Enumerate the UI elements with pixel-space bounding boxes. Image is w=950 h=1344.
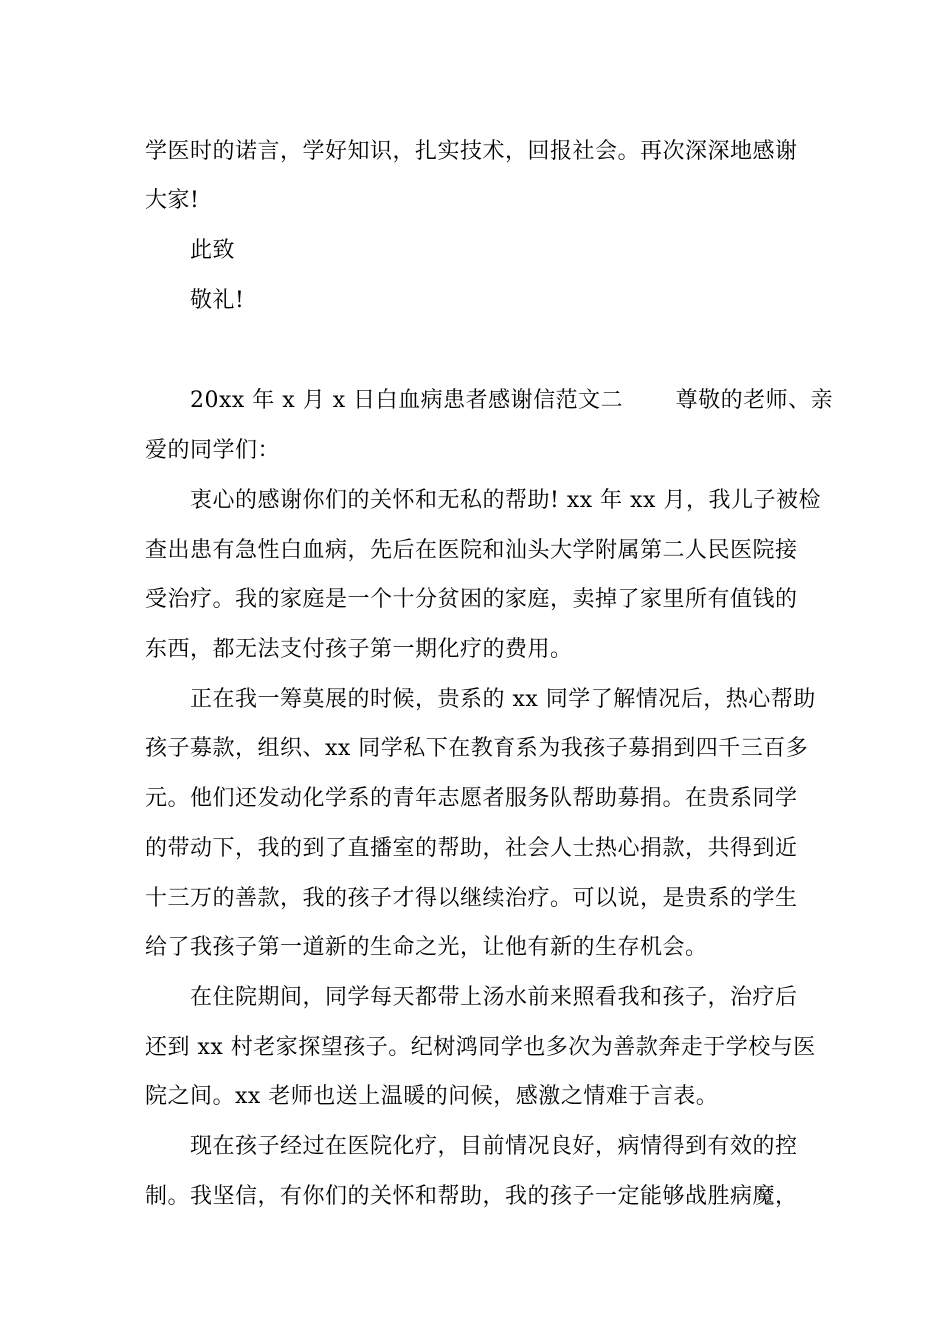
paragraph-first-line: 现在孩子经过在医院化疗，目前情况良好，病情得到有效的控	[190, 1134, 798, 1159]
text-line: 十三万的善款，我的孩子才得以继续治疗。可以说，是贵系的学生	[145, 886, 798, 911]
section-heading: 20xx 年 x 月 x 日白血病患者感谢信范文二 尊敬的老师、亲	[190, 388, 834, 413]
paragraph-first-line: 正在我一筹莫展的时候，贵系的 xx 同学了解情况后，热心帮助	[190, 687, 816, 712]
text-line: 学医时的诺言，学好知识，扎实技术，回报社会。再次深深地感谢	[145, 139, 798, 164]
text-line: 爱的同学们：	[145, 438, 281, 463]
text-line: 孩子募款，组织、xx 同学私下在教育系为我孩子募捐到四千三百多	[145, 736, 809, 761]
text-line: 东西，都无法支付孩子第一期化疗的费用。	[145, 637, 573, 662]
text-line: 院之间。xx 老师也送上温暖的问候，感激之情难于言表。	[145, 1084, 719, 1109]
text-line: 大家!	[145, 188, 200, 213]
text-line: 查出患有急性白血病，先后在医院和汕头大学附属第二人民医院接	[145, 538, 798, 563]
closing-line: 此致	[190, 238, 236, 263]
paragraph-first-line: 在住院期间，同学每天都带上汤水前来照看我和孩子，治疗后	[190, 985, 798, 1010]
text-line: 给了我孩子第一道新的生命之光，让他有新的生存机会。	[145, 935, 708, 960]
text-line: 元。他们还发动化学系的青年志愿者服务队帮助募捐。在贵系同学	[145, 786, 798, 811]
text-line: 还到 xx 村老家探望孩子。纪树鸿同学也多次为善款奔走于学校与医	[145, 1035, 816, 1060]
text-line: 制。我坚信，有你们的关怀和帮助，我的孩子一定能够战胜病魔，	[145, 1184, 798, 1209]
paragraph-first-line: 衷心的感谢你们的关怀和无私的帮助! xx 年 xx 月，我儿子被检	[190, 488, 821, 513]
salutation-line: 敬礼!	[190, 288, 245, 313]
text-line: 受治疗。我的家庭是一个十分贫困的家庭，卖掉了家里所有值钱的	[145, 587, 798, 612]
text-line: 的带动下，我的到了直播室的帮助，社会人士热心捐款，共得到近	[145, 836, 798, 861]
